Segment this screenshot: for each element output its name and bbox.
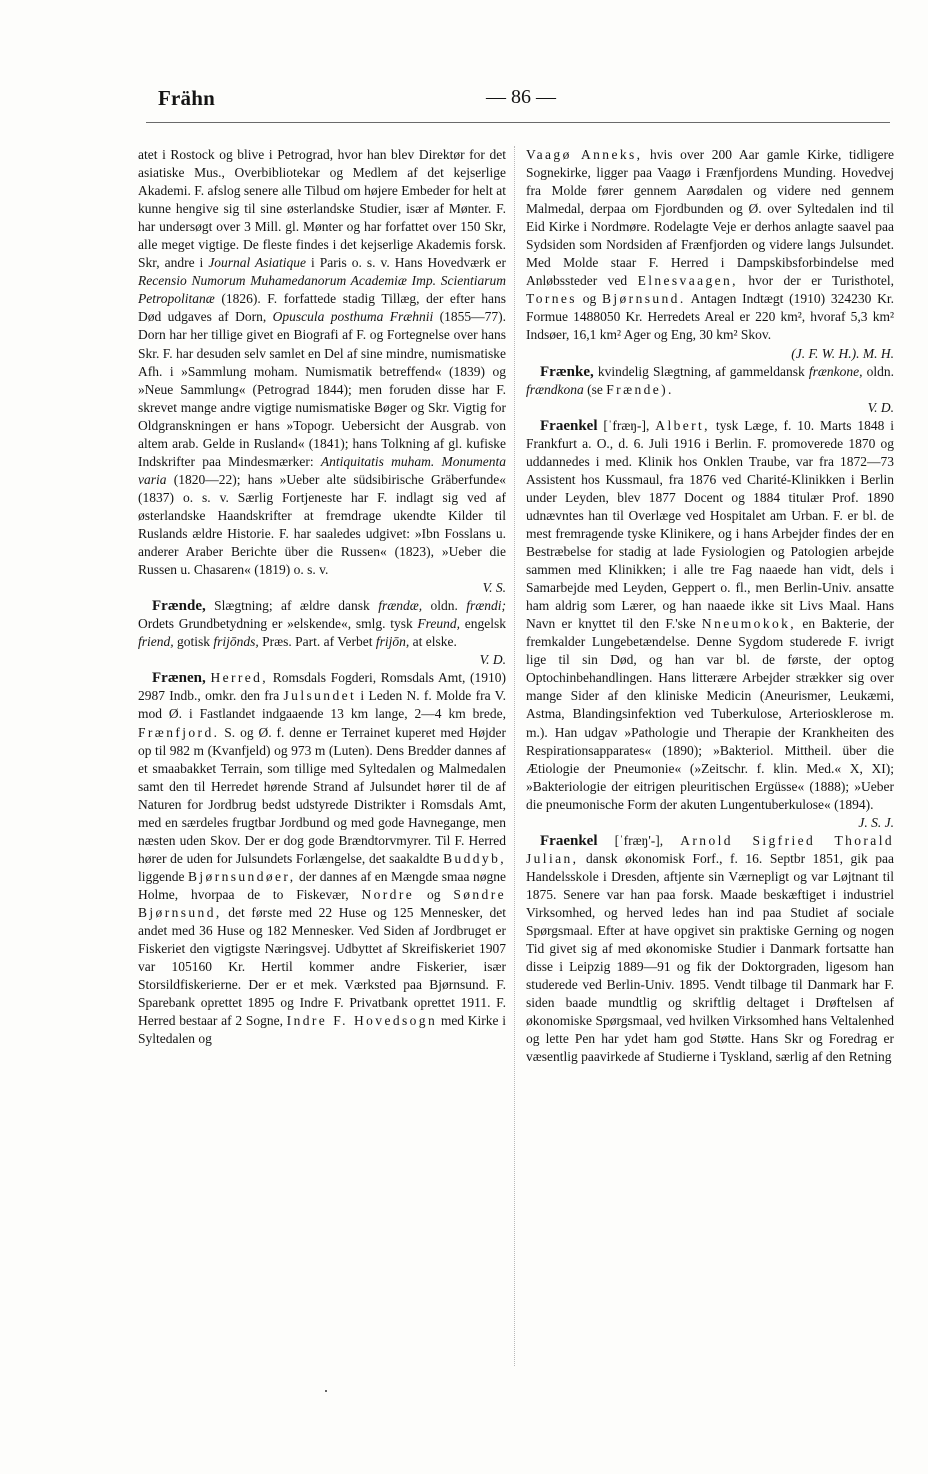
header-rule <box>146 122 890 123</box>
signature: V. D. <box>479 652 506 668</box>
entry-fraenke: Frænke, kvindelig Slægtning, af gammeldansk frænkone, oldn. frændkona (se Frænde). <box>526 363 894 397</box>
print-speck <box>325 1390 327 1392</box>
left-column <box>138 146 506 1048</box>
signature: (J. F. W. H.). M. H. <box>791 345 894 361</box>
entry-fraenen: Frænen, Herred, Romsdals Fogderi, Romsdals Amt, (1910) 2987 Indb., omkr. den fra Julsundet i Leden N. f. Molde fra V. mod Ø. i Fastlandet indgaaende 13 km lange, 2—4 km brede, Frænfjord. S. og Ø. f. denne er Terrainet kuperet med Højder op til 982 m (Kvanfjeld) og 973 m (Luten). Dens Bredder dannes af et smaabakket Terrain, som tillige med Syltedalen og Malmedalen samt den til Herredet hørende Strand af Julsundet hører til de af Naturen for Jordbrug bedst udstyrede Distrikter i Romsdals Amt, med en særdeles frugtbar Jordbund og med gode Havnegange, men næsten uden Skov. Der er dog gode Brændtorvmyrer. Til F. Herred hører de uden for Julsundets Forlængelse, det saakaldte Buddyb, liggende Bjørnsundøer, der dannes af en Mængde smaa nøgne Holme, hvorpaa de to Fiskevær, Nordre og Søndre Bjørnsund, det første med 22 Huse og 125 Mennesker, det andet med 36 Huse og 182 Mennesker. Ved Siden af Jordbruget er Fiskeriet den vigtigste Næringsvej. Udbyttet af Skreifiskeriet 1907 var 105160 Kr. Hertil kommer andre Fiskerier, især Storsildfiskerierne. Der er et mek. Værksted paa Bjørnsund. F. Sparebank oprettet 1895 og Indre F. Privatbank oprettet 1911. F. Herred bestaar af 2 Sogne, Indre F. Hovedsogn med Kirke i Syltedalen og <box>138 670 506 1047</box>
headword: Frænke, <box>540 363 594 380</box>
column-divider <box>514 146 515 1366</box>
page-header <box>158 86 888 116</box>
signature: V. D. <box>867 399 894 415</box>
entry-fraenkel-albert: Fraenkel [ˈfræŋ-], Albert, tysk Læge, f. 10. Marts 1848 i Frankfurt a. O., d. 6. Juli 1916 i Berlin. F. promoverede 1870 og uddannedes i med. Klinik hos Onklen Traube, var fra 1872—73 Assistent hos Kussmaul, fra 1876 ved Charité-Klinikken i Berlin under Leyden, blev 1877 Docent og 1884 titulær Prof. 1890 udnævntes han til Overlæge ved Hospitalet am Urban. F. er bl. de mest fremragende tyske Klinikere, og i hans Arbejder findes der en Bestræbelse for stadig at lade Fysiologien og Patologien arbejde sammen med Klinikken; i alle tre Fag naaede han vidt, dels i Samarbejde med Leyden, Geppert o. fl., men Berlin-Univ. ansatte ham aldrig som Lærer, og han naaede ikke sit Livs Maal. Hans Navn er knyttet til den F.'ske Nneumokok, en Bakterie, der fremkalder Lungebetændelse. Denne Sygdom studerede F. ivrigt lige til sin Død, og han var bl. de første, der optog Optochinbehandlingen. Hans litterære Arbejder strækker sig over mange Sider af den kliniske Medicin (Aneurismer, Leukæmi, Astma, Blandingsinfektion ved Tuberkulose, Arteriosklerose m. m.). Han udgav »Pathologie und Therapie der Krankheiten des Respirationsapparates« (1890); »Bakteriol. Mittheil. über die Ætiologie der Pneumonie« (»Zeitschr. f. klin. Med.« X, XI); »Bakteriologie der eitrigen pleuritischen Ergüsse« (1888); »Ueber die pneumonische Form der akuten Lungentuberkulose« (1894). <box>526 417 894 812</box>
headword: Frænde, <box>152 598 206 615</box>
running-headword: Frähn <box>158 86 216 110</box>
headword: Fraenkel <box>540 832 598 849</box>
signature: J. S. J. <box>858 814 894 830</box>
signature: V. S. <box>482 580 506 596</box>
right-column <box>526 146 894 1066</box>
entry-fraenkel-arnold: Fraenkel [ˈfræŋ'-], Arnold Sigfried Thorald Julian, dansk økonomisk Forf., f. 16. Septbr 1851, gik paa Handelsskole i Dresden, aftjente sin Værnepligt og var Løjtnant til 1875. Senere var han paa forsk. Maade beskæftiget i industriel Virksomhed, og herved ledes han ind paa Studiet af sociale Spørgsmaal. Efter at have opgivet sin praktiske Gerning og nogen Tid givet sig af med økonomiske Studier i Danmark fortsatte han disse i Leipzig 1889—91 og fik der Doktorgraden, ligesom han studerede ved Berlin-Univ. 1895. Vendt tilbage til Danmark har F. siden baade mundtlig og skriftlig deltaget i Drøftelsen af økonomiske Spørgsmaal, ved hvilken Virksomhed hans Veltalenhed og lette Pen har ydet ham god Støtte. Hans Skr og Foredrag er væsentlig paavirkede af Studierne i Tyskland, særlig af den Retning <box>526 832 894 1065</box>
entry-fraende: Frænde, Slægtning; af ældre dansk frændæ, oldn. frændi; Ordets Grundbetydning er »elskende«, smlg. tysk Freund, engelsk friend, gotisk frijōnds, Præs. Part. af Verbet frijōn, at elske. <box>138 598 506 650</box>
headword: Frænen, <box>152 670 206 687</box>
entry-fraenen-continuation: Vaagø Anneks, hvis over 200 Aar gamle Kirke, tidligere Sognekirke, ligger paa Vaagø i Frænfjordens Munding. Hovedvej fra Molde fører gennem Aarødalen og videre ned gennem Malmedal, derpaa om Fjordbunden og Ø. over Syltedalen ind til Eid Kirke i Nordmøre. Rodelagte Veje er derhos anlagte saavel paa Sydsiden som Nordsiden af Frænfjorden og videre langs Julsundet. Med Molde staar F. Herred i Dampskibsforbindelse med Anløbssteder ved Elnesvaagen, hvor der er Turisthotel, Tornes og Bjørnsund. Antagen Indtægt (1910) 324230 Kr. Formue 1488050 Kr. Herredets Areal er 220 km², hvoraf 5,3 km² Indsøer, 16,1 km² Ager og Eng, 30 km² Skov. <box>526 147 894 343</box>
page-number: — 86 — <box>486 86 556 108</box>
headword: Fraenkel <box>540 417 598 434</box>
entry-frahn-continuation: atet i Rostock og blive i Petrograd, hvor han blev Direktør for det asiatiske Mus., Overbibliotekar og Medlem af det kejserlige Akademi. F. afslog senere alle Tilbud om højere Embeder for helt at kunne hengive sig til sine østerlandske Studier, især af Mønter. F. har undersøgt over 3 Mill. gl. Mønter og har forfattet over 150 Skr, alle meget vigtige. De fleste findes i det kejserlige Akademis forsk. Skr, andre i Journal Asiatique i Paris o. s. v. Hans Hovedværk er Recensio Numorum Muhamedanorum Academiæ Imp. Scientiarum Petropolitanæ (1826). F. forfattede stadig Tillæg, der efter hans Død udgaves af Dorn, Opuscula posthuma Fræhnii (1855—77). Dorn har her tillige givet en Biografi af F. og Fortegnelse over hans Skr. F. har desuden selv samlet en Del af sine mindre, numismatiske Afh. i »Sammlung moham. Numismatik betreffend« (1839) og »Neue Sammlung« (Petrograd 1844); men foruden disse har F. skrevet mange andre vigtige numismatiske Bøger og Skr. Vigtig for Oldgranskningen er hans »Topogr. Uebersicht der Ausgrab. von altem arab. Gelde in Rusland« (1841); hans Tolkning af gl. kufiske Indskrifter paa Mindesmærker: Antiquitatis muham. Monumenta varia (1820—22); hans »Ueber alte südsibirische Gräberfunde« (1837) o. s. v. Særlig Fortjeneste har F. indlagt sig ved af østerlandske Haandskrifter at fremdrage ukendte Kilder til Ruslands ældre Historie. F. har saaledes udgivet: »Ibn Fosslans u. anderer Araber Berichte über die Russen« (1823), »Ueber die Russen u. Chasaren« (1819) o. s. v. <box>138 147 506 578</box>
